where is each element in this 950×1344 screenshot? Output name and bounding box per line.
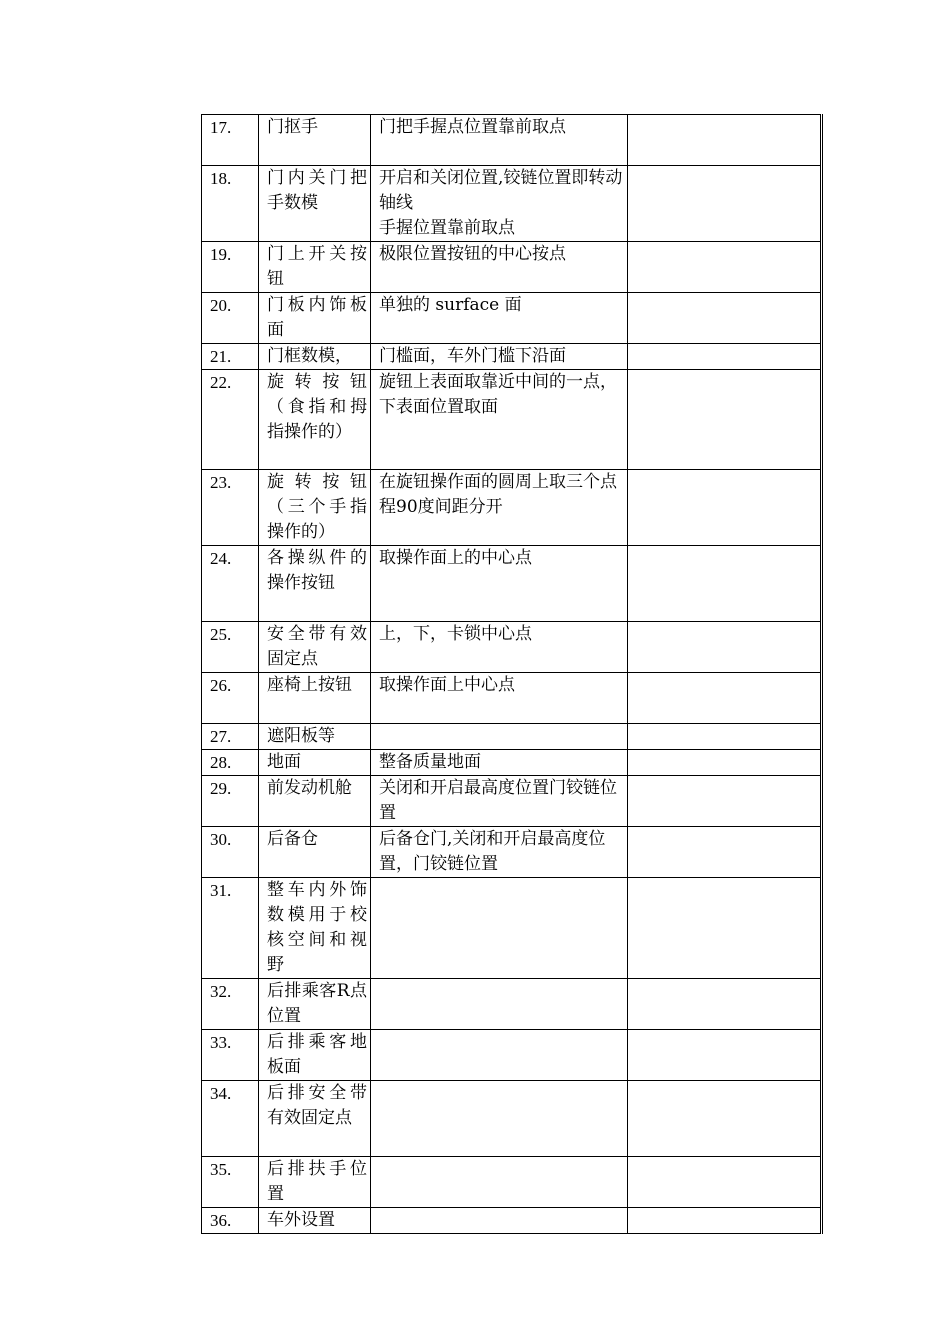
item-note [628,776,822,827]
item-name: 整车内外饰数模用于校核空间和视野 [259,878,371,979]
table-row [202,827,822,878]
row-number: 21. [202,344,259,370]
row-number: 23. [202,470,259,546]
item-name: 后备仓 [259,827,371,878]
row-number: 35. [202,1157,259,1208]
table-row [202,724,822,750]
item-description: 上，下，卡锁中心点 [371,622,628,673]
row-number: 30. [202,827,259,878]
item-description: 取操作面上中心点 [371,673,628,724]
item-note [628,673,822,724]
item-description: 开启和关闭位置,铰链位置即转动轴线 手握位置靠前取点 [371,166,628,242]
item-note [628,724,822,750]
item-description [371,724,628,750]
item-name: 安全带有效固定点 [259,622,371,673]
item-name: 后排乘客地板面 [259,1030,371,1081]
item-note [628,622,822,673]
item-note [628,115,822,166]
item-description [371,878,628,979]
item-description [371,1157,628,1208]
item-description [371,1081,628,1157]
row-number: 32. [202,979,259,1030]
row-number: 18. [202,166,259,242]
item-note [628,166,822,242]
item-description: 单独的 surface 面 [371,293,628,344]
item-note [628,827,822,878]
row-number: 36. [202,1208,259,1234]
item-note [628,546,822,622]
item-name: 门上开关按钮 [259,242,371,293]
item-name: 门板内饰板面 [259,293,371,344]
item-note [628,344,822,370]
row-number: 31. [202,878,259,979]
table-row [202,1081,822,1157]
table-row [202,1030,822,1081]
item-note [628,1157,822,1208]
item-description: 极限位置按钮的中心按点 [371,242,628,293]
table-row [202,546,822,622]
item-name: 地面 [259,750,371,776]
row-number: 28. [202,750,259,776]
item-name: 后排乘客R点位置 [259,979,371,1030]
table-row [202,979,822,1030]
item-name: 车外设置 [259,1208,371,1234]
table-row [202,1157,822,1208]
item-note [628,878,822,979]
item-description: 在旋钮操作面的圆周上取三个点程90度间距分开 [371,470,628,546]
item-name: 各操纵件的操作按钮 [259,546,371,622]
table-row [202,470,822,546]
item-name: 门内关门把手数模 [259,166,371,242]
item-name: 旋转按钮（食指和拇指操作的） [259,370,371,470]
item-name: 旋转按钮（三个手指操作的） [259,470,371,546]
row-number: 29. [202,776,259,827]
table-row [202,293,822,344]
table-row [202,370,822,470]
item-note [628,1030,822,1081]
item-note [628,370,822,470]
spec-table-body [202,115,822,1234]
item-description: 门把手握点位置靠前取点 [371,115,628,166]
table-row [202,242,822,293]
row-number: 19. [202,242,259,293]
row-number: 25. [202,622,259,673]
row-number: 20. [202,293,259,344]
item-description: 取操作面上的中心点 [371,546,628,622]
table-row [202,1208,822,1234]
item-note [628,1208,822,1234]
row-number: 22. [202,370,259,470]
item-note [628,470,822,546]
item-name: 遮阳板等 [259,724,371,750]
table-row [202,622,822,673]
row-number: 33. [202,1030,259,1081]
item-note [628,1081,822,1157]
table-row [202,344,822,370]
item-name: 后排安全带有效固定点 [259,1081,371,1157]
item-name: 门抠手 [259,115,371,166]
item-note [628,293,822,344]
row-number: 27. [202,724,259,750]
table-row [202,166,822,242]
table-row [202,750,822,776]
item-description [371,979,628,1030]
spec-table [201,114,823,1234]
item-description [371,1030,628,1081]
item-name: 前发动机舱 [259,776,371,827]
item-description: 后备仓门,关闭和开启最高度位置，门铰链位置 [371,827,628,878]
item-note [628,750,822,776]
item-name: 后排扶手位置 [259,1157,371,1208]
item-note [628,242,822,293]
table-row [202,673,822,724]
item-description: 旋钮上表面取靠近中间的一点，下表面位置取面 [371,370,628,470]
row-number: 17. [202,115,259,166]
item-description: 整备质量地面 [371,750,628,776]
item-note [628,979,822,1030]
table-row [202,776,822,827]
row-number: 24. [202,546,259,622]
item-name: 座椅上按钮 [259,673,371,724]
item-name: 门框数模， [259,344,371,370]
row-number: 34. [202,1081,259,1157]
table-row [202,878,822,979]
table-row [202,115,822,166]
item-description: 关闭和开启最高度位置门铰链位置 [371,776,628,827]
row-number: 26. [202,673,259,724]
item-description [371,1208,628,1234]
item-description: 门槛面，车外门槛下沿面 [371,344,628,370]
